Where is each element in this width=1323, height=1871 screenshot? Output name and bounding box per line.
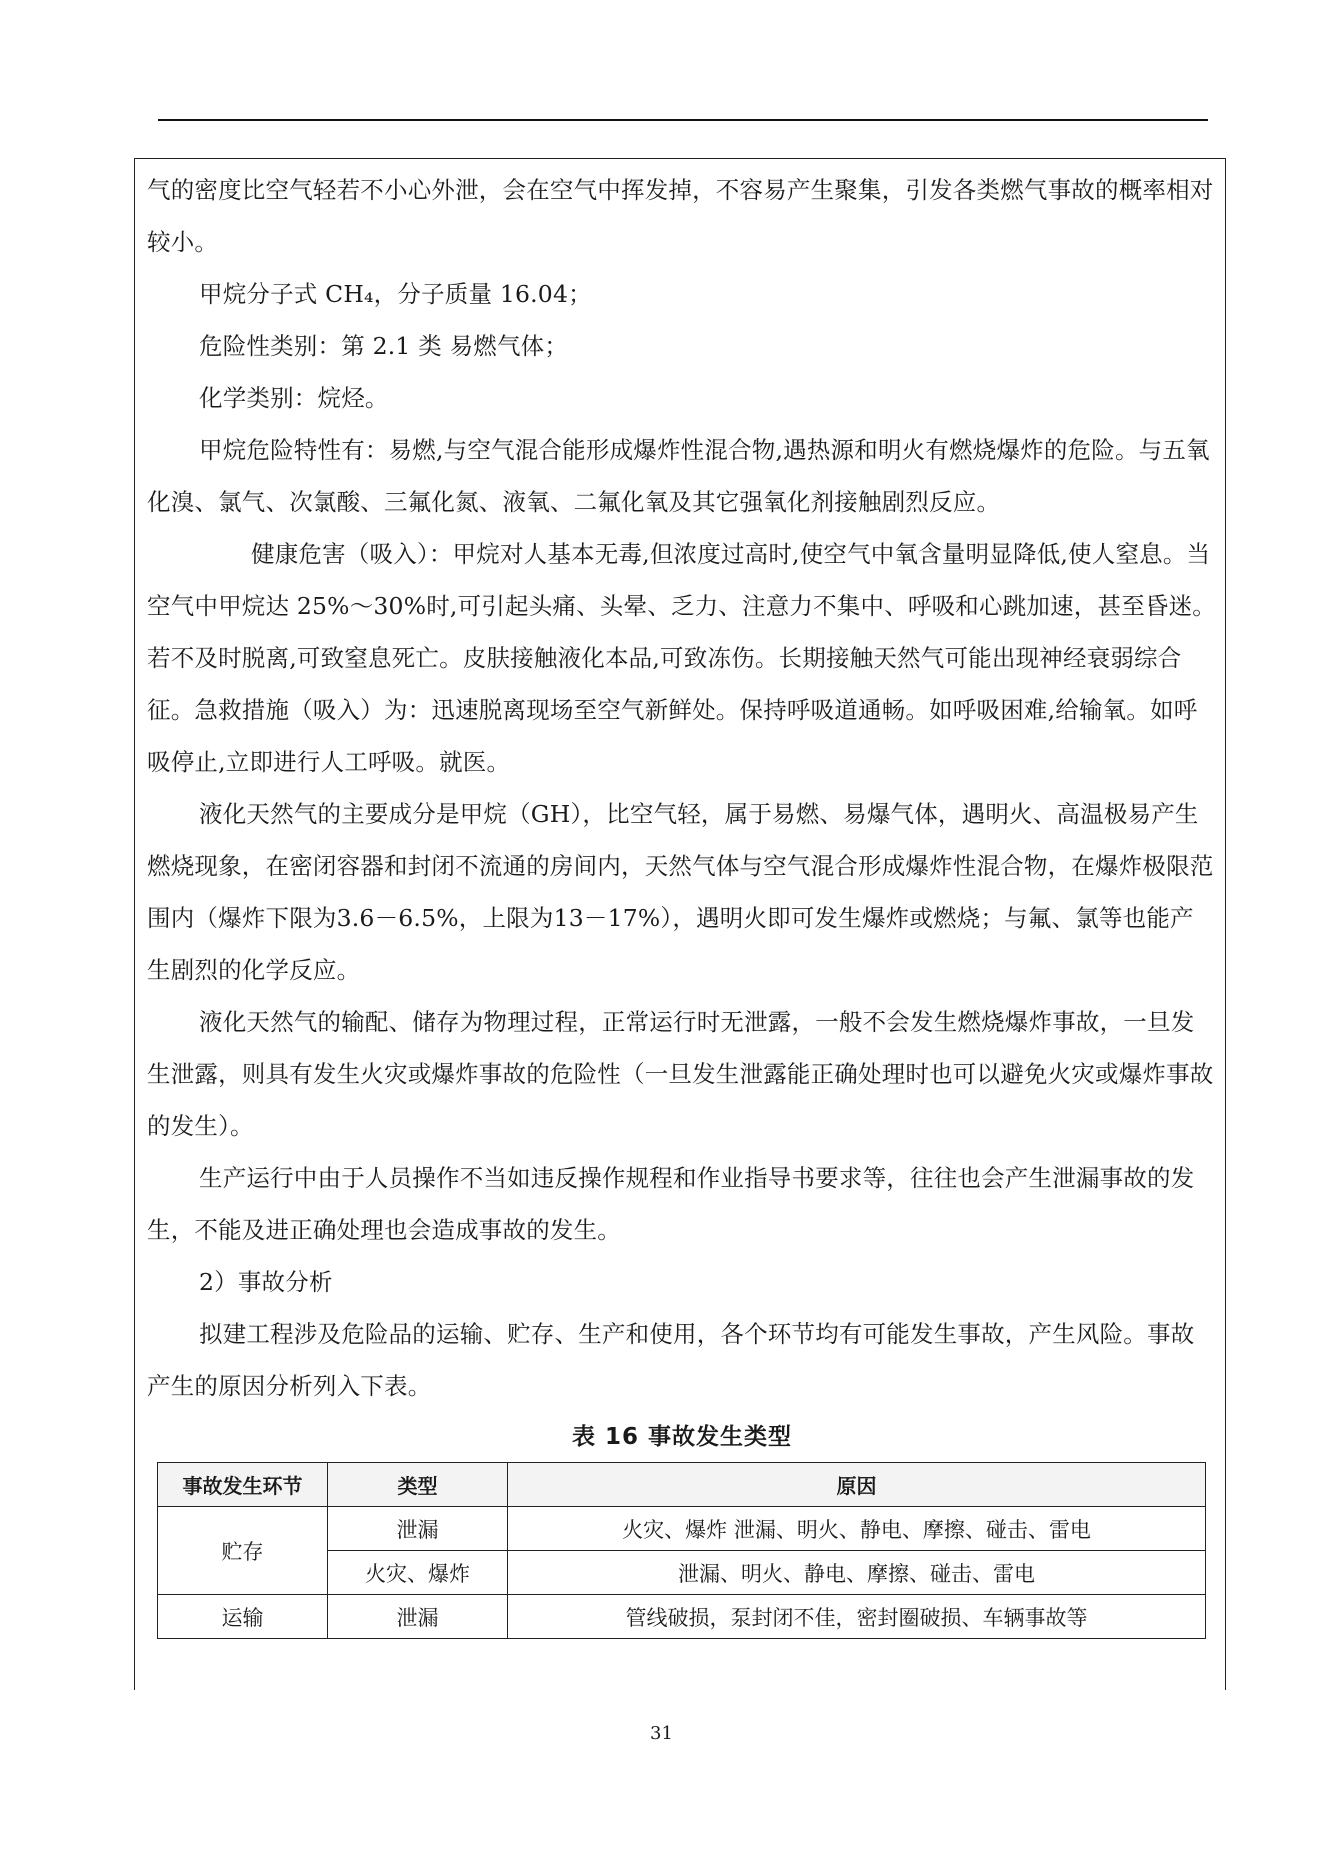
paragraph-2: 甲烷分子式 CH₄，分子质量 16.04； [199, 280, 592, 308]
paragraph-5: 甲烷危险特性有：易燃,与空气混合能形成爆炸性混合物,遇热源和明火有燃烧爆炸的危险。与五氧化溴、氯气、次氯酸、三氟化氮、液氧、二氟化氧及其它强氧化剂接触剧烈反应。 [147, 436, 1210, 516]
paragraph-7: 液化天然气的主要成分是甲烷（GH），比空气轻，属于易燃、易爆气体，遇明火、高温极易产生燃烧现象，在密闭容器和封闭不流通的房间内，天然气体与空气混合形成爆炸性混合物，在爆炸极限范围内（爆炸下限为3.6－6.5%，上限为13－17%），遇明火即可发生爆炸或燃烧；与氟、氯等也能产生剧烈的化学反应。 [147, 800, 1214, 984]
table-cell-stage: 运输 [158, 1595, 328, 1639]
paragraph-9: 生产运行中由于人员操作不当如违反操作规程和作业指导书要求等，往往也会产生泄漏事故的发生，不能及进正确处理也会造成事故的发生。 [147, 1164, 1195, 1244]
table-cell-stage: 贮存 [158, 1507, 328, 1595]
paragraph-3: 危险性类别：第 2.1 类 易燃气体； [199, 332, 569, 360]
paragraph-10: 拟建工程涉及危险品的运输、贮存、生产和使用，各个环节均有可能发生事故，产生风险。事故产生的原因分析列入下表。 [147, 1320, 1195, 1400]
table-row [158, 1595, 1206, 1639]
header-stage: 事故发生环节 [158, 1463, 328, 1507]
table-caption: 表 16 事故发生类型 [571, 1424, 793, 1450]
table-cell-type: 泄漏 [328, 1507, 508, 1551]
accident-type-table [157, 1462, 1206, 1639]
header-cause: 原因 [508, 1463, 1206, 1507]
document-body [147, 164, 1217, 1639]
header-rule [158, 119, 1208, 121]
paragraph-4: 化学类别：烷烃。 [199, 384, 389, 412]
page-number: 31 [650, 1723, 673, 1744]
table-header-row [158, 1463, 1206, 1507]
table-row [158, 1507, 1206, 1551]
table-cell-cause: 火灾、爆炸 泄漏、明火、静电、摩擦、碰击、雷电 [508, 1507, 1206, 1551]
paragraph-8: 液化天然气的输配、储存为物理过程，正常运行时无泄露，一般不会发生燃烧爆炸事故，一旦发生泄露，则具有发生火灾或爆炸事故的危险性（一旦发生泄露能正确处理时也可以避免火灾或爆炸事故的发生）。 [147, 1008, 1214, 1140]
table-cell-type: 泄漏 [328, 1595, 508, 1639]
table-cell-type: 火灾、爆炸 [328, 1551, 508, 1595]
paragraph-1: 气的密度比空气轻若不小心外泄，会在空气中挥发掉，不容易产生聚集，引发各类燃气事故的概率相对较小。 [147, 176, 1214, 256]
paragraph-6: 健康危害（吸入）：甲烷对人基本无毒,但浓度过高时,使空气中氧含量明显降低,使人窒息。当空气中甲烷达 25%～30%时,可引起头痛、头晕、乏力、注意力不集中、呼吸和心跳加速，甚至昏迷。若不及时脱离,可致窒息死亡。皮肤接触液化本品,可致冻伤。长期接触天然气可能出现神经衰弱综合征。急救措施（吸入）为：迅速脱离现场至空气新鲜处。保持呼吸道通畅。如呼吸困难,给输氧。如呼吸停止,立即进行人工呼吸。就医。 [147, 540, 1217, 776]
table-cell-cause: 管线破损，泵封闭不佳，密封圈破损、车辆事故等 [508, 1595, 1206, 1639]
section-heading: 2）事故分析 [199, 1268, 333, 1296]
header-type: 类型 [328, 1463, 508, 1507]
table-cell-cause: 泄漏、明火、静电、摩擦、碰击、雷电 [508, 1551, 1206, 1595]
